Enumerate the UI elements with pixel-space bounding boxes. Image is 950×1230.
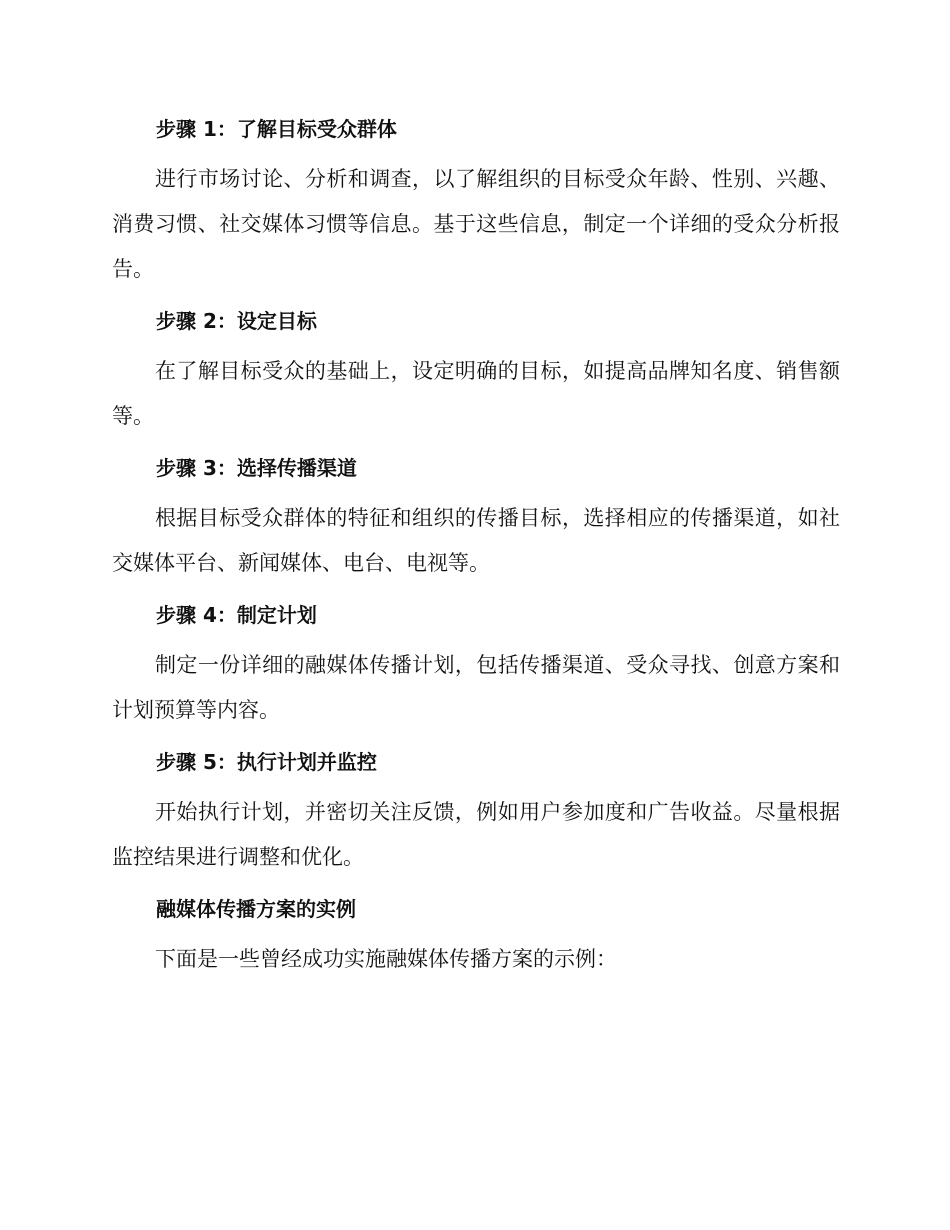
section-heading-step-1: 步骤 1：了解目标受众群体 <box>156 117 397 141</box>
section-body-step-1: 进行市场讨论、分析和调查，以了解组织的目标受众年龄、性别、兴趣、消费习惯、社交媒体习惯等信息。基于这些信息，制定一个详细的受众分析报告。 <box>112 167 840 281</box>
section-body-step-2: 在了解目标受众的基础上，设定明确的目标，如提高品牌知名度、销售额等。 <box>112 359 840 428</box>
section-heading-step-5: 步骤 5：执行计划并监控 <box>156 750 377 774</box>
section-heading-step-4: 步骤 4：制定计划 <box>156 603 317 627</box>
section-body-step-4: 制定一份详细的融媒体传播计划，包括传播渠道、受众寻找、创意方案和计划预算等内容。 <box>112 653 840 722</box>
section-body-examples: 下面是一些曾经成功实施融媒体传播方案的示例： <box>155 947 617 971</box>
section-body-step-3: 根据目标受众群体的特征和组织的传播目标，选择相应的传播渠道，如社交媒体平台、新闻媒体、电台、电视等。 <box>112 506 840 575</box>
section-heading-step-3: 步骤 3：选择传播渠道 <box>156 456 357 480</box>
section-heading-examples: 融媒体传播方案的实例 <box>156 897 356 921</box>
section-body-step-5: 开始执行计划，并密切关注反馈，例如用户参加度和广告收益。尽量根据监控结果进行调整和优化。 <box>112 800 840 869</box>
section-heading-step-2: 步骤 2：设定目标 <box>156 309 317 333</box>
